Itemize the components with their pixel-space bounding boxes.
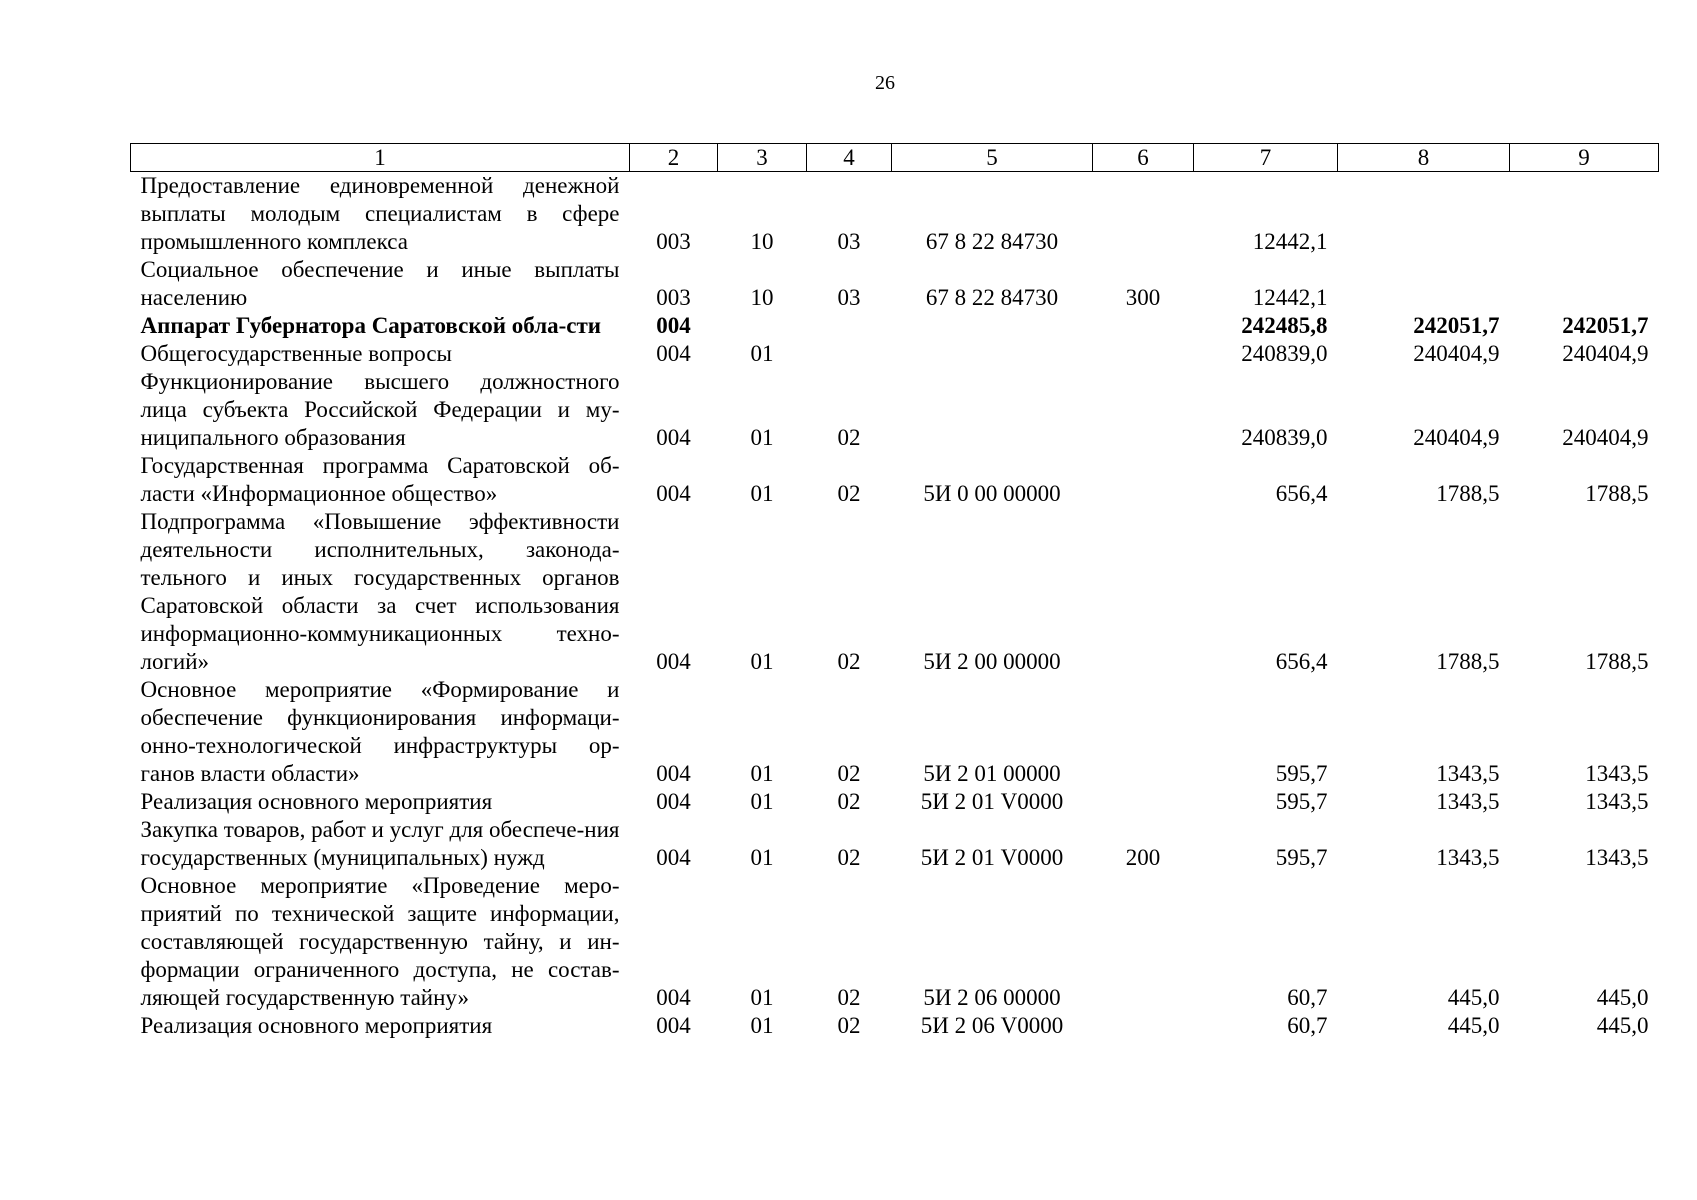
row-code-3: 01	[750, 789, 774, 814]
row-code-4: 02	[837, 789, 861, 814]
row-code-4: 02	[837, 481, 861, 506]
row-code-5	[892, 312, 1093, 340]
table-row	[131, 1012, 1659, 1040]
row-value-8: 445,0	[1447, 985, 1500, 1010]
row-code-3	[718, 312, 807, 340]
row-description: Реализация основного мероприятия	[140, 789, 493, 814]
row-code-3: 01	[750, 425, 774, 450]
row-code-4: 02	[837, 1013, 861, 1038]
header-col-5: 5	[892, 144, 1093, 172]
row-code-3: 01	[750, 481, 774, 506]
row-code-4: 03	[837, 285, 861, 310]
header-col-6: 6	[1093, 144, 1194, 172]
row-code-3: 01	[750, 1013, 774, 1038]
row-value-8	[1338, 172, 1510, 257]
row-description: Функционирование высшего должностного лица субъекта Российской Федерации и му-ниципального образования	[140, 369, 620, 450]
row-value-9: 1343,5	[1585, 789, 1649, 814]
row-value-8: 1343,5	[1436, 761, 1500, 786]
row-value-8: 445,0	[1447, 1013, 1500, 1038]
row-value-7: 12442,1	[1252, 285, 1328, 310]
row-value-7: 12442,1	[1252, 229, 1328, 254]
row-code-2: 004	[656, 341, 691, 366]
row-code-3: 01	[750, 649, 774, 674]
row-value-9: 242051,7	[1562, 313, 1649, 338]
row-value-8: 1343,5	[1436, 789, 1500, 814]
table-row	[131, 172, 1659, 257]
row-code-5: 67 8 22 84730	[925, 285, 1059, 310]
row-code-5: 67 8 22 84730	[925, 229, 1059, 254]
row-description: Закупка товаров, работ и услуг для обеспече-ния государственных (муниципальных) нужд	[140, 817, 620, 870]
row-value-8: 242051,7	[1413, 313, 1500, 338]
table-row	[131, 452, 1659, 508]
row-code-3: 01	[750, 845, 774, 870]
row-code-2: 004	[656, 481, 691, 506]
row-value-9: 240404,9	[1562, 425, 1649, 450]
row-code-6	[1093, 676, 1194, 788]
row-code-6	[1093, 340, 1194, 368]
row-code-3: 10	[750, 285, 774, 310]
row-value-7: 242485,8	[1241, 313, 1328, 338]
row-value-8: 240404,9	[1413, 425, 1500, 450]
row-value-9	[1510, 256, 1659, 312]
row-value-9: 1343,5	[1585, 845, 1649, 870]
row-value-8: 1788,5	[1436, 481, 1500, 506]
row-value-7: 60,7	[1287, 985, 1328, 1010]
row-value-9: 1788,5	[1585, 481, 1649, 506]
header-col-4: 4	[807, 144, 892, 172]
row-code-2: 004	[656, 985, 691, 1010]
row-value-7: 595,7	[1275, 789, 1328, 814]
row-value-9: 445,0	[1596, 985, 1649, 1010]
row-value-9: 1343,5	[1585, 761, 1649, 786]
header-col-3: 3	[718, 144, 807, 172]
row-value-8: 1343,5	[1436, 845, 1500, 870]
row-code-5: 5И 2 01 V0000	[920, 845, 1064, 870]
row-value-8: 240404,9	[1413, 341, 1500, 366]
row-value-7: 595,7	[1275, 761, 1328, 786]
table-row	[131, 368, 1659, 452]
table-row	[131, 816, 1659, 872]
table-row	[131, 676, 1659, 788]
header-col-1: 1	[131, 144, 630, 172]
row-code-6: 300	[1125, 285, 1161, 310]
row-value-7: 60,7	[1287, 1013, 1328, 1038]
table-row	[131, 340, 1659, 368]
row-code-3: 01	[750, 761, 774, 786]
row-code-6	[1093, 508, 1194, 676]
header-col-7: 7	[1194, 144, 1338, 172]
row-code-4	[807, 312, 892, 340]
row-description: Общегосударственные вопросы	[140, 341, 452, 366]
row-description: Подпрограмма «Повышение эффективности деятельности исполнительных, законода-тельного и иных государственных органов Саратовской области за счет использования информационно-коммуникационных техно-логий»	[140, 509, 620, 674]
row-code-5	[892, 340, 1093, 368]
row-description: Государственная программа Саратовской об-ласти «Информационное общество»	[140, 453, 620, 506]
row-description: Предоставление единовременной денежной выплаты молодым специалистам в сфере промышленного комплекса	[140, 173, 620, 254]
row-description: Социальное обеспечение и иные выплаты населению	[140, 257, 620, 310]
row-value-9: 445,0	[1596, 1013, 1649, 1038]
row-value-7: 240839,0	[1241, 341, 1328, 366]
row-code-4: 02	[837, 845, 861, 870]
row-value-8: 1788,5	[1436, 649, 1500, 674]
header-col-8: 8	[1338, 144, 1510, 172]
row-code-4: 02	[837, 425, 861, 450]
row-code-5	[892, 368, 1093, 452]
table-row	[131, 256, 1659, 312]
row-value-7: 595,7	[1275, 845, 1328, 870]
row-code-6	[1093, 312, 1194, 340]
table-row	[131, 508, 1659, 676]
row-code-6	[1093, 788, 1194, 816]
row-code-2: 004	[656, 845, 691, 870]
row-value-9	[1510, 172, 1659, 257]
row-value-9: 240404,9	[1562, 341, 1649, 366]
table-row	[131, 788, 1659, 816]
row-code-4: 02	[837, 649, 861, 674]
header-row	[131, 144, 1659, 172]
row-code-3: 10	[750, 229, 774, 254]
row-value-7: 656,4	[1275, 649, 1328, 674]
row-description: Реализация основного мероприятия	[140, 1013, 493, 1038]
row-code-5: 5И 0 00 00000	[923, 481, 1061, 506]
row-code-2: 004	[656, 789, 691, 814]
table-header	[131, 144, 1659, 172]
row-code-6	[1093, 872, 1194, 1012]
row-code-6	[1093, 452, 1194, 508]
row-code-6: 200	[1125, 845, 1161, 870]
row-code-5: 5И 2 06 V0000	[920, 1013, 1064, 1038]
row-code-2: 004	[656, 313, 691, 338]
row-code-3: 01	[750, 341, 774, 366]
table-row	[131, 872, 1659, 1012]
row-code-2: 004	[656, 761, 691, 786]
row-description: Аппарат Губернатора Саратовской обла-сти	[140, 313, 602, 338]
row-value-9: 1788,5	[1585, 649, 1649, 674]
row-code-4	[807, 340, 892, 368]
header-col-2: 2	[630, 144, 718, 172]
row-code-6	[1093, 172, 1194, 257]
row-code-4: 03	[837, 229, 861, 254]
row-code-2: 004	[656, 649, 691, 674]
row-value-7: 656,4	[1275, 481, 1328, 506]
row-code-5: 5И 2 01 V0000	[920, 789, 1064, 814]
row-code-6	[1093, 368, 1194, 452]
row-description: Основное мероприятие «Формирование и обеспечение функционирования информаци-онно-технологической инфраструктуры ор-ганов власти области»	[140, 677, 620, 786]
row-value-7: 240839,0	[1241, 425, 1328, 450]
row-value-8	[1338, 256, 1510, 312]
table-body	[131, 172, 1659, 1041]
row-description: Основное мероприятие «Проведение меро-приятий по технической защите информации, составляющей государственную тайну, и ин-формации ограниченного доступа, не состав-ляющей государственную тайну»	[140, 873, 620, 1010]
page-number: 26	[875, 72, 895, 94]
header-col-9: 9	[1510, 144, 1659, 172]
row-code-3: 01	[750, 985, 774, 1010]
row-code-2: 003	[656, 229, 691, 254]
row-code-4: 02	[837, 985, 861, 1010]
row-code-2: 004	[656, 1013, 691, 1038]
row-code-4: 02	[837, 761, 861, 786]
row-code-5: 5И 2 06 00000	[923, 985, 1061, 1010]
row-code-2: 004	[656, 425, 691, 450]
row-code-6	[1093, 1012, 1194, 1040]
table-row	[131, 312, 1659, 340]
row-code-5: 5И 2 01 00000	[923, 761, 1061, 786]
row-code-2: 003	[656, 285, 691, 310]
row-code-5: 5И 2 00 00000	[923, 649, 1061, 674]
budget-table	[130, 143, 1659, 1040]
